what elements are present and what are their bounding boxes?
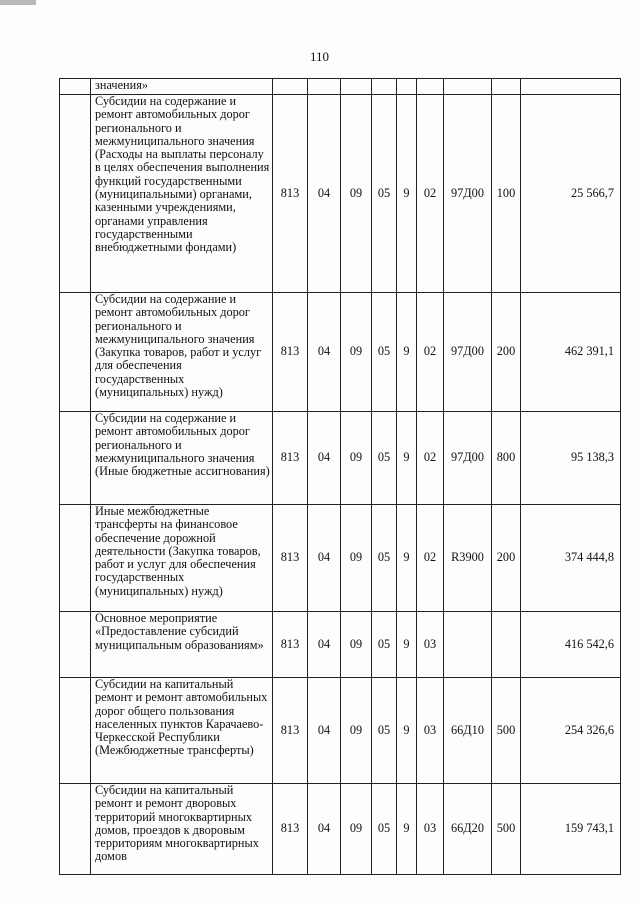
cell-om <box>417 79 444 95</box>
cell-name: Субсидии на содержание и ремонт автомобильных дорог регионального и межмуниципального значения (Иные бюджетные ассигнования) <box>91 412 273 505</box>
cell-pgp <box>397 79 417 95</box>
cell-gp: 05 <box>372 612 397 678</box>
cell-pgp: 9 <box>397 505 417 612</box>
cell-sum: 95 138,3 <box>521 412 621 505</box>
cell-vr: 200 <box>492 293 521 412</box>
cell-name: значения» <box>91 79 273 95</box>
row-lead-cell <box>60 293 91 412</box>
cell-rz: 04 <box>308 505 341 612</box>
row-lead-cell <box>60 784 91 875</box>
cell-ved: 813 <box>273 412 308 505</box>
cell-gp: 05 <box>372 784 397 875</box>
cell-gp: 05 <box>372 293 397 412</box>
table-row <box>60 79 621 95</box>
row-lead-cell <box>60 95 91 293</box>
cell-name: Иные межбюджетные трансферты на финансовое обеспечение дорожной деятельности (Закупка товаров, работ и услуг для обеспечения государственных (муниципальных) нужд) <box>91 505 273 612</box>
cell-name: Основное мероприятие «Предоставление субсидий муниципальным образованиям» <box>91 612 273 678</box>
cell-napr: 66Д20 <box>444 784 492 875</box>
cell-om: 02 <box>417 95 444 293</box>
cell-vr <box>492 79 521 95</box>
page-number: 110 <box>309 49 330 64</box>
cell-pgp: 9 <box>397 293 417 412</box>
cell-pgp: 9 <box>397 678 417 784</box>
cell-ved: 813 <box>273 612 308 678</box>
cell-pr: 09 <box>341 784 372 875</box>
cell-pgp: 9 <box>397 412 417 505</box>
cell-gp: 05 <box>372 678 397 784</box>
cell-name: Субсидии на содержание и ремонт автомобильных дорог регионального и межмуниципального значения (Закупка товаров, работ и услуг для обеспечения государственных (муниципальных) нужд) <box>91 293 273 412</box>
cell-sum: 462 391,1 <box>521 293 621 412</box>
cell-ved: 813 <box>273 784 308 875</box>
cell-rz: 04 <box>308 784 341 875</box>
cell-ved: 813 <box>273 95 308 293</box>
cell-om: 03 <box>417 784 444 875</box>
cell-om: 03 <box>417 678 444 784</box>
table-body <box>60 79 621 875</box>
cell-pgp: 9 <box>397 95 417 293</box>
table-row <box>60 412 621 505</box>
cell-napr: 97Д00 <box>444 412 492 505</box>
cell-pr: 09 <box>341 95 372 293</box>
cell-gp: 05 <box>372 505 397 612</box>
cell-pgp: 9 <box>397 784 417 875</box>
cell-ved: 813 <box>273 678 308 784</box>
scan-artifact <box>0 0 36 5</box>
cell-gp: 05 <box>372 95 397 293</box>
cell-rz: 04 <box>308 412 341 505</box>
cell-rz: 04 <box>308 612 341 678</box>
cell-ved <box>273 79 308 95</box>
cell-name: Субсидии на капитальный ремонт и ремонт автомобильных дорог общего пользования населенных пунктов Карачаево-Черкесской Республики (Межбюджетные трансферты) <box>91 678 273 784</box>
cell-rz: 04 <box>308 95 341 293</box>
cell-rz <box>308 79 341 95</box>
cell-pr: 09 <box>341 293 372 412</box>
cell-gp <box>372 79 397 95</box>
cell-name: Субсидии на капитальный ремонт и ремонт дворовых территорий многоквартирных домов, проездов к дворовым территориям многоквартирных домов <box>91 784 273 875</box>
cell-sum <box>521 79 621 95</box>
cell-name: Субсидии на содержание и ремонт автомобильных дорог регионального и межмуниципального значения (Расходы на выплаты персоналу в целях обеспечения выполнения функций государственными (муниципальными) органами, казенными учреждениями, органами управления государственными внебюджетными фондами) <box>91 95 273 293</box>
cell-ved: 813 <box>273 505 308 612</box>
cell-om: 02 <box>417 505 444 612</box>
table-row <box>60 95 621 293</box>
cell-vr: 800 <box>492 412 521 505</box>
row-lead-cell <box>60 412 91 505</box>
row-lead-cell <box>60 79 91 95</box>
row-lead-cell <box>60 505 91 612</box>
cell-vr: 500 <box>492 784 521 875</box>
cell-om: 03 <box>417 612 444 678</box>
cell-rz: 04 <box>308 293 341 412</box>
cell-napr: 97Д00 <box>444 95 492 293</box>
cell-napr: 66Д10 <box>444 678 492 784</box>
cell-sum: 159 743,1 <box>521 784 621 875</box>
cell-sum: 25 566,7 <box>521 95 621 293</box>
table-row <box>60 505 621 612</box>
cell-om: 02 <box>417 293 444 412</box>
cell-vr <box>492 612 521 678</box>
cell-pr: 09 <box>341 612 372 678</box>
table-row <box>60 784 621 875</box>
cell-sum: 374 444,8 <box>521 505 621 612</box>
table-row <box>60 678 621 784</box>
cell-napr <box>444 612 492 678</box>
cell-pr <box>341 79 372 95</box>
row-lead-cell <box>60 678 91 784</box>
cell-napr: R3900 <box>444 505 492 612</box>
cell-pr: 09 <box>341 505 372 612</box>
cell-ved: 813 <box>273 293 308 412</box>
cell-vr: 200 <box>492 505 521 612</box>
row-lead-cell <box>60 612 91 678</box>
table-row <box>60 293 621 412</box>
cell-pr: 09 <box>341 412 372 505</box>
cell-napr: 97Д00 <box>444 293 492 412</box>
cell-rz: 04 <box>308 678 341 784</box>
table-row <box>60 612 621 678</box>
cell-gp: 05 <box>372 412 397 505</box>
cell-sum: 416 542,6 <box>521 612 621 678</box>
budget-table <box>59 78 621 875</box>
cell-vr: 500 <box>492 678 521 784</box>
cell-pgp: 9 <box>397 612 417 678</box>
cell-napr <box>444 79 492 95</box>
cell-sum: 254 326,6 <box>521 678 621 784</box>
cell-pr: 09 <box>341 678 372 784</box>
cell-vr: 100 <box>492 95 521 293</box>
cell-om: 02 <box>417 412 444 505</box>
